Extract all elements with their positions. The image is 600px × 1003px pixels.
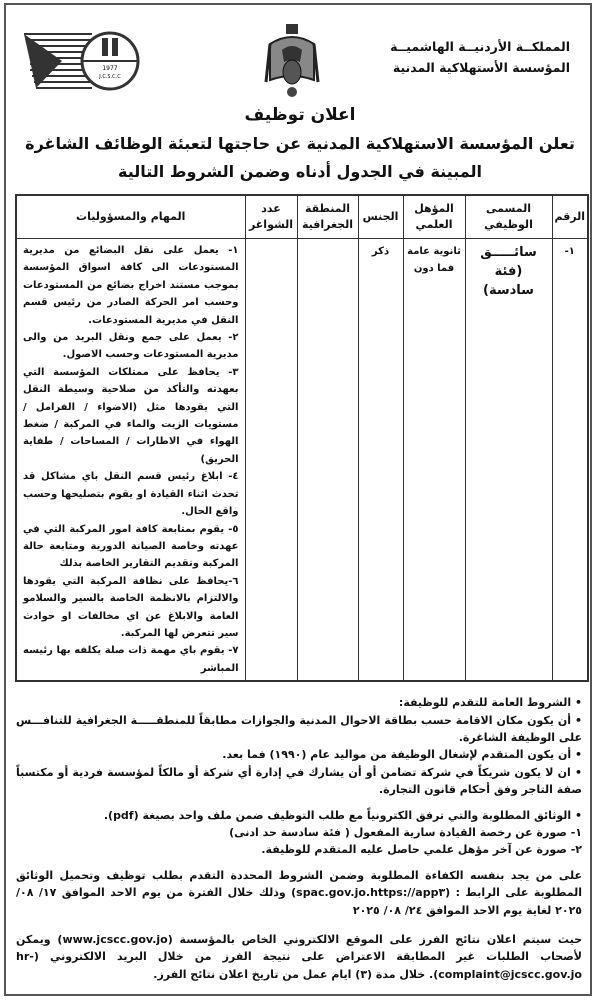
ad-header [0, 0, 600, 100]
application-period: ) وذلك خلال الفترة من يوم الاحد الموافق ١٧/ ٠٨/ ٢٠٢٥ لغاية يوم الاحد الموافق ٢٤/ ٠٨/ ٢٠٢٥ [16, 886, 582, 917]
ad-intro: تعلن المؤسسة الاستهلاكية المدنية عن حاجتها لتعبئة الوظائف الشاغرة المبينة في الجدول أدناه وضمن الشروط التالية [25, 134, 575, 181]
cell-qualification: ثانوية عامة فما دون [403, 239, 465, 682]
cscc-logo [22, 28, 140, 92]
document-item: ٢- صورة عن آخر مؤهل علمي حاصل عليه المتقدم للوظيفة. [261, 843, 582, 857]
duty-item: ٣- يحافظ على ممتلكات المؤسسة التي بعهدته والتأكد من صلاحية وسيطة النقل التي يقودها مثل (الاضواء / الفرامل / مستويات الزيت والماء في المركبة / ضغط الهواء في الاطارات / المساحات / طفاية الحريق) [23, 366, 239, 465]
required-documents [16, 807, 582, 859]
header-gender: الجنس [358, 195, 403, 239]
ad-body [0, 102, 600, 1003]
cell-vacancies [245, 239, 297, 682]
jobs-table [15, 194, 589, 682]
website-link[interactable]: www.jcscc.gov.jo [62, 933, 168, 947]
header-job-title: المسمى الوظيفي [465, 195, 552, 239]
table-row [16, 239, 588, 682]
header-vacancies: عدد الشواغر [245, 195, 297, 239]
cell-region [297, 239, 358, 682]
header-number: الرقم [552, 195, 588, 239]
conditions-heading: • الشروط العامة للتقدم للوظيفة: [398, 696, 582, 710]
duty-item: ٧- يقوم باي مهمة ذات صلة يكلفه بها رئيسه المباشر [23, 645, 239, 674]
org-line-1: المملكــة الأردنيــة الهاشميــة [390, 39, 570, 54]
header-region: المنطقة الجغرافية [297, 195, 358, 239]
ad-title: اعلان توظيف [244, 105, 356, 125]
cell-job-title: سائـــــق (فئة سادسة) [465, 239, 552, 682]
org-line-2: المؤسسة الأستهلاكية المدنية [392, 60, 570, 75]
application-link[interactable]: spac.gov.jo.https://app٣ [296, 886, 446, 900]
document-item: ١- صورة عن رخصة القيادة سارية المفعول ( فئة سادسة حد ادنى) [229, 826, 582, 839]
complaint-email-link[interactable]: hr-complaint@jcscc.gov.jo [16, 950, 582, 981]
svg-text:J.C.S.C.C: J.C.S.C.C [99, 74, 121, 80]
condition-item: • أن يكون مكان الاقامة حسب بطاقة الاحوال المدنية والجوازات مطابقاً للمنطقـــــة الجغرافية للتنافـــس على الوظيفة الشاغرة. [16, 713, 582, 744]
application-instructions [16, 867, 582, 919]
svg-text:1977: 1977 [102, 65, 118, 72]
duty-item: ٥- يقوم بمتابعة كافة امور المركبة التي في عهدته وخاصة الصيانة الدورية ومتابعة حالة المركبة وتقديم التقارير الخاصة بذلك [23, 523, 239, 570]
results-text: ) ويمكن لأصحاب الطلبات غير المطابقة الاعتراض على نتيجة الفرز من خلال البريد الالكتروني ( [16, 933, 582, 964]
cell-duties [16, 239, 245, 682]
results-text: حيث سيتم اعلان نتائج الفرز على الموقع الالكتروني الخاص بالمؤسسة ( [167, 933, 582, 947]
duty-item: ٢- يعمل على جمع ونقل البريد من والى مديرية المستودعات وحسب الاصول. [23, 332, 239, 361]
cell-number: ١- [552, 239, 588, 682]
organization-name [390, 36, 570, 78]
header-duties: المهام والمسؤوليات [16, 195, 245, 239]
results-text: ). خلال مدة (٣) ايام عمل من تاريخ اعلان نتائج الفرز. [153, 967, 439, 981]
duty-item: ٦-يحافظ على نظافة المركبة التي يقودها والالتزام بالانظمة الخاصة بالسير والسلامو العامة والابلاغ عن اي مخالفات او حوادث سير تتعرض لها المركبة. [23, 575, 239, 639]
table-header-row [16, 195, 588, 239]
jordan-coat-of-arms-icon [262, 22, 322, 100]
condition-item: • ان لا يكون شريكاً في شركة تضامن أو أن يشارك في إدارة أي شركة أو مالكاً لمؤسسة فردية أو مكتسباً صفة التاجر وفق أحكام قانون التجارة. [16, 765, 582, 797]
cell-gender: ذكر [358, 239, 403, 682]
general-conditions [16, 694, 582, 798]
header-qualification: المؤهل العلمي [403, 195, 465, 239]
documents-heading: • الوثائق المطلوبة والتي ترفق الكترونياً مع طلب التوظيف ضمن ملف واحد بصيغة (pdf). [103, 808, 582, 822]
duty-item: ١- يعمل على نقل البضائع من مديرية المستودعات الى كافة اسواق المؤسسة بموجب مستند اخراج بضائع من المستودعات وحسب امر الحركة الصادر من رئيس قسم النقل في مديرية المستودعات. [23, 245, 239, 326]
results-notice [16, 931, 582, 983]
duty-item: ٤- ابلاغ رئيس قسم النقل باي مشاكل قد تحدث اثناء القيادة او يقوم بتصليحها وحسب واقع الحال. [23, 471, 239, 518]
application-text: على من يجد بنفسه الكفاءة المطلوبة وضمن الشروط المحددة التقدم بطلب توظيف وتحميل الوثائق المطلوبة على الرابط : ( [16, 868, 582, 900]
condition-item: • أن يكون المتقدم لإشغال الوظيفة من مواليد عام (١٩٩٠) فما بعد. [222, 748, 582, 762]
